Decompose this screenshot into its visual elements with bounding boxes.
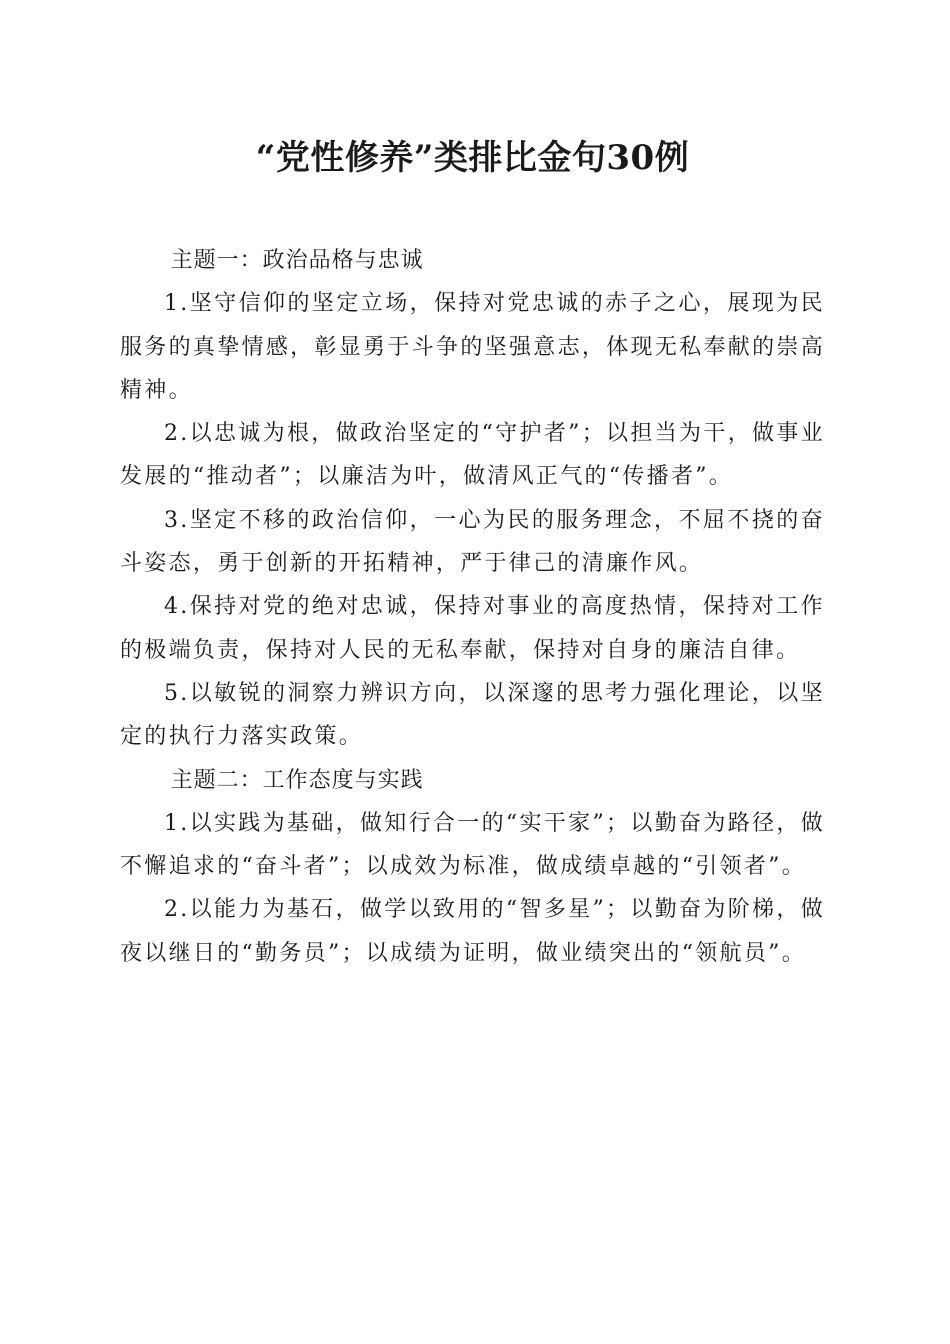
paragraph-item: 1.坚守信仰的坚定立场，保持对党忠诚的赤子之心，展现为民服务的真挚情感，彰显勇于斗争的坚强意志，体现无私奉献的崇高精神。 bbox=[120, 291, 825, 403]
document-title: “党性修养”类排比金句30例 bbox=[255, 138, 690, 178]
section-heading: 主题一：政治品格与忠诚 bbox=[170, 248, 424, 273]
section-work-attitude bbox=[120, 759, 825, 975]
paragraph-item: 2.以能力为基石，做学以致用的“智多星”；以勤奋为阶梯，做夜以继日的“勤务员”；以成绩为证明，做业绩突出的“领航员”。 bbox=[120, 897, 825, 966]
paragraph-item: 1.以实践为基础，做知行合一的“实干家”；以勤奋为路径，做不懈追求的“奋斗者”；以成效为标准，做成绩卓越的“引领者”。 bbox=[120, 810, 825, 880]
document-body bbox=[120, 239, 825, 975]
paragraph-item: 4.保持对党的绝对忠诚，保持对事业的高度热情，保持对工作的极端负责，保持对人民的无私奉献，保持对自身的廉洁自律。 bbox=[120, 594, 825, 663]
paragraph-item: 2.以忠诚为根，做政治坚定的“守护者”；以担当为干，做事业发展的“推动者”；以廉洁为叶，做清风正气的“传播者”。 bbox=[120, 421, 825, 490]
paragraph-item: 5.以敏锐的洞察力辨识方向，以深邃的思考力强化理论，以坚定的执行力落实政策。 bbox=[120, 680, 825, 750]
section-political-character bbox=[120, 239, 825, 759]
paragraph-item: 3.坚定不移的政治信仰，一心为民的服务理念，不屈不挠的奋斗姿态，勇于创新的开拓精神，严于律己的清廉作风。 bbox=[120, 507, 825, 577]
section-heading: 主题二：工作态度与实践 bbox=[170, 767, 424, 793]
